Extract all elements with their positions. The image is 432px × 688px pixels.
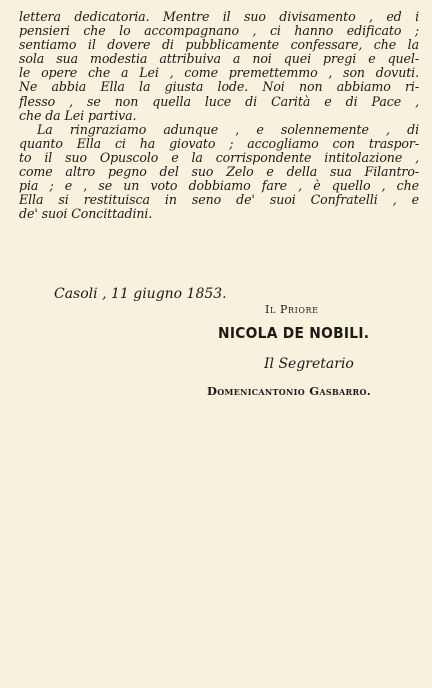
text-line: pensieri che lo accompagnano , ci hanno edificato ; (19, 23, 419, 39)
text-line: sola sua modestia attribuiva a noi quei pregi e quel- (19, 51, 419, 67)
text-line: come altro pegno del suo Zelo e della sua Filantro- (19, 164, 419, 180)
priore-title: Il Priore (265, 303, 319, 316)
letter-body (19, 10, 419, 221)
text-line: La ringraziamo adunque , e solennemente , di (37, 121, 419, 137)
segretario-signature: Domenicantonio Gasbarro. (207, 384, 372, 398)
text-line: to il suo Opuscolo e la corrispondente intitolazione , (19, 149, 419, 165)
text-line: che da Lei partiva. (19, 107, 137, 123)
text-line: pia ; e , se un voto dobbiamo fare , è quello , che (19, 178, 419, 194)
text-line: sentiamo il dovere di pubblicamente confessare, che la (19, 37, 419, 53)
text-line: de' suoi Concittadini. (19, 206, 153, 222)
segretario-title: Il Segretario (264, 356, 354, 372)
text-line: Ne abbia Ella la giusta lode. Noi non abbiamo ri- (19, 79, 419, 95)
text-line: flesso , se non quella luce di Carità e di Pace , (19, 93, 419, 109)
text-line: le opere che a Lei , come premettemmo , son dovuti. (19, 65, 419, 81)
text-line: quanto Ella ci ha giovato ; accogliamo con traspor- (19, 135, 419, 151)
text-line: Ella si restituisca in seno de' suoi Confratelli , e (19, 192, 419, 208)
date-place-line: Casoli , 11 giugno 1853. (54, 286, 227, 302)
text-line: lettera dedicatoria. Mentre il suo divisamento , ed i (19, 9, 419, 24)
priore-signature: NICOLA DE NOBILI. (218, 324, 370, 342)
